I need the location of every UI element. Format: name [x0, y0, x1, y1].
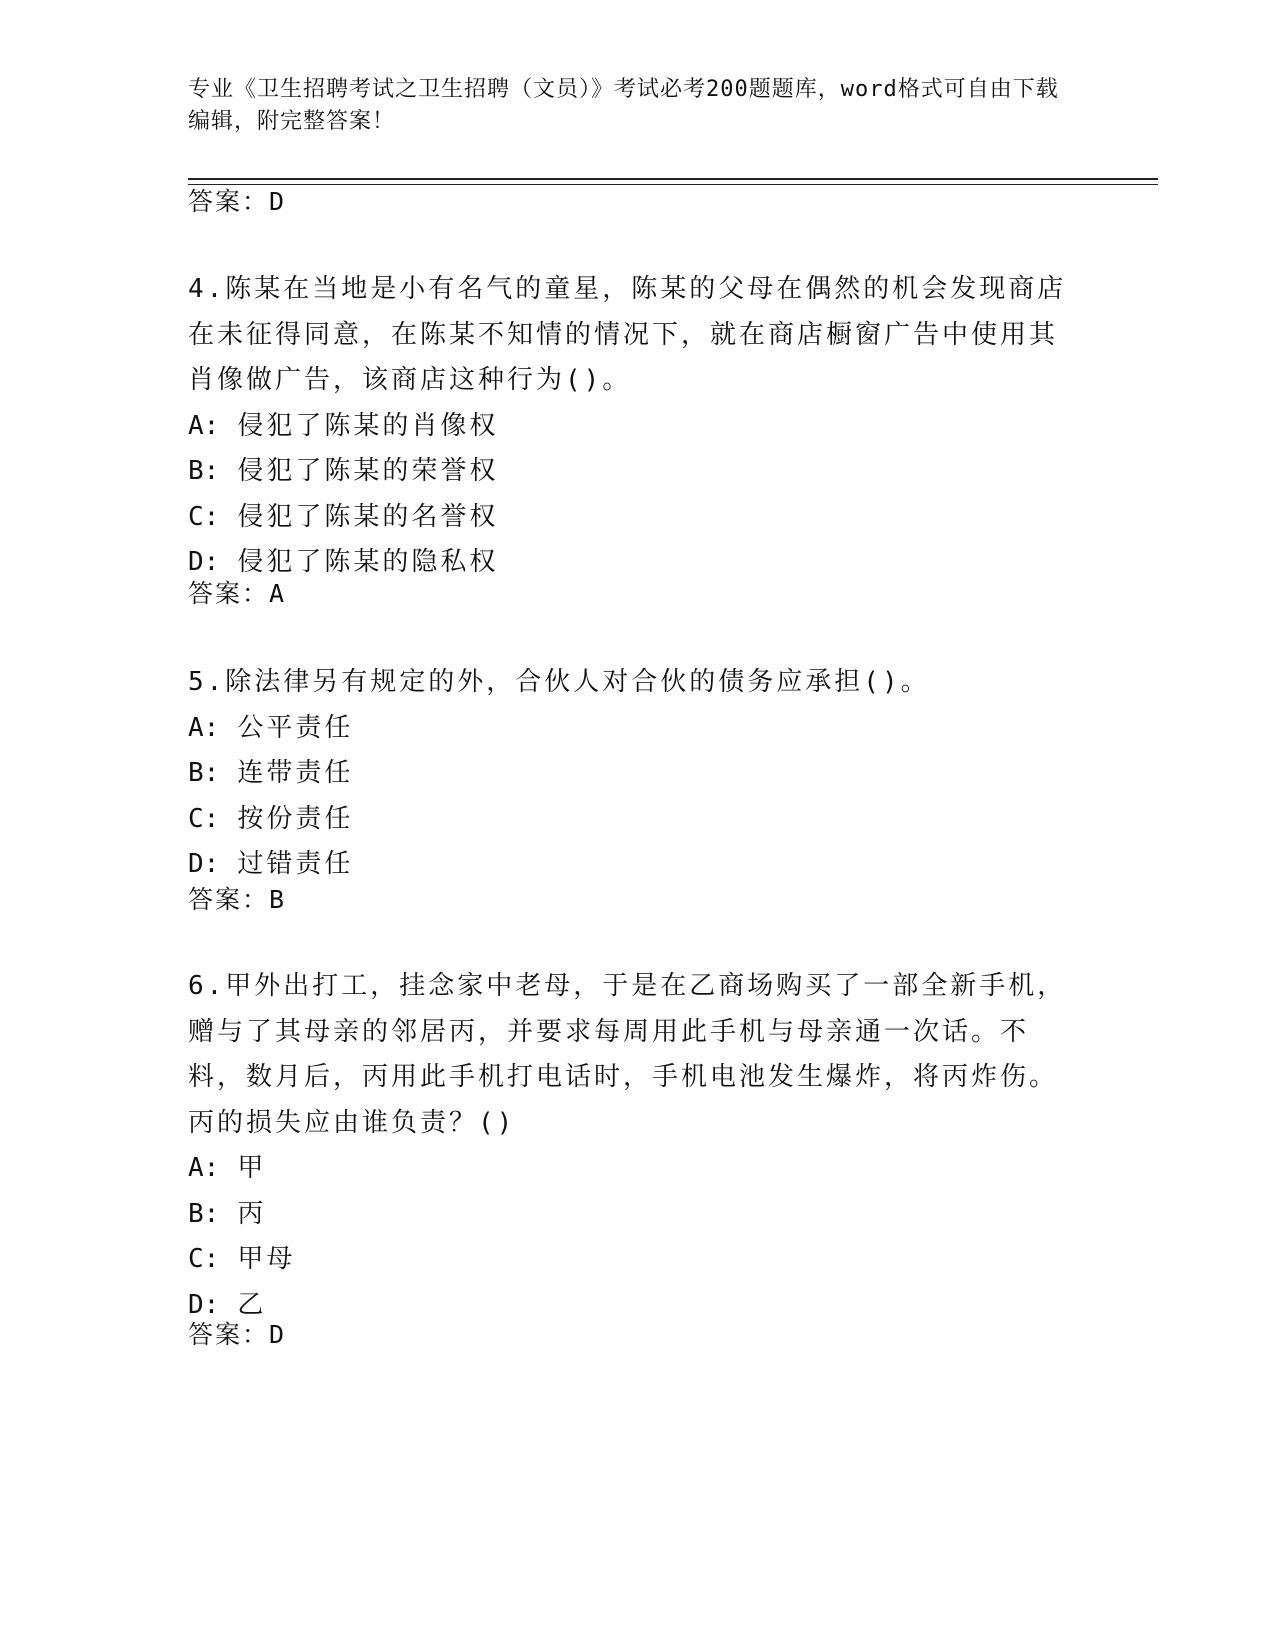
question-4: [188, 267, 1068, 586]
option-c: [188, 1237, 1068, 1283]
question-stem: 4.陈某在当地是小有名气的童星，陈某的父母在偶然的机会发现商店在未征得同意，在陈某不知情的情况下，就在商店橱窗广告中使用其肖像做广告，该商店这种行为()。: [188, 274, 1067, 395]
option-text: 乙: [237, 1289, 267, 1320]
option-a: [188, 404, 1068, 450]
option-letter: D:: [188, 849, 220, 879]
option-text: 甲母: [237, 1244, 296, 1274]
option-d: [188, 1283, 1068, 1329]
option-text: 侵犯了陈某的隐私权: [237, 547, 499, 577]
answer-question-5: 答案：B: [188, 885, 287, 914]
answer-previous-question: 答案：D: [188, 187, 287, 216]
option-b: [188, 751, 1068, 797]
question-stem: 5.除法律另有规定的外，合伙人对合伙的债务应承担()。: [188, 667, 930, 697]
option-letter: C:: [188, 803, 220, 834]
question-5: [188, 660, 1068, 888]
option-letter: A:: [188, 1153, 220, 1183]
option-text: 公平责任: [237, 712, 354, 743]
option-text: 按份责任: [237, 803, 354, 834]
option-text: 侵犯了陈某的肖像权: [237, 410, 499, 441]
option-text: 甲: [237, 1153, 267, 1183]
option-a: [188, 706, 1068, 752]
option-letter: B:: [188, 758, 220, 788]
option-d: [188, 540, 1068, 586]
option-c: [188, 797, 1068, 843]
option-letter: B:: [188, 456, 220, 486]
header-divider-thick: [188, 178, 1158, 180]
option-letter: D:: [188, 547, 220, 577]
option-d: [188, 842, 1068, 888]
option-text: 过错责任: [237, 849, 354, 879]
document-header: 专业《卫生招聘考试之卫生招聘（文员）》考试必考200题题库，word格式可自由下载编辑，附完整答案！: [188, 77, 1059, 134]
question-stem: 6.甲外出打工，挂念家中老母，于是在乙商场购买了一部全新手机，赠与了其母亲的邻居丙，并要求每周用此手机与母亲通一次话。不料，数月后，丙用此手机打电话时，手机电池发生爆炸，将丙炸伤。丙的损失应由谁负责？(): [188, 971, 1067, 1138]
option-text: 连带责任: [237, 758, 354, 788]
answer-question-6: 答案：D: [188, 1320, 287, 1349]
answer-question-4: 答案：A: [188, 579, 287, 608]
option-text: 丙: [237, 1198, 267, 1229]
option-b: [188, 1192, 1068, 1238]
option-letter: C:: [188, 1244, 220, 1274]
option-c: [188, 495, 1068, 541]
question-6: [188, 964, 1068, 1328]
option-letter: A:: [188, 410, 220, 441]
option-b: [188, 449, 1068, 495]
option-letter: B:: [188, 1198, 220, 1229]
option-a: [188, 1146, 1068, 1192]
header-divider-thin: [188, 184, 1158, 185]
option-text: 侵犯了陈某的荣誉权: [237, 456, 499, 486]
option-letter: A:: [188, 712, 220, 743]
option-text: 侵犯了陈某的名誉权: [237, 501, 499, 532]
option-letter: C:: [188, 501, 220, 532]
option-letter: D:: [188, 1289, 220, 1320]
